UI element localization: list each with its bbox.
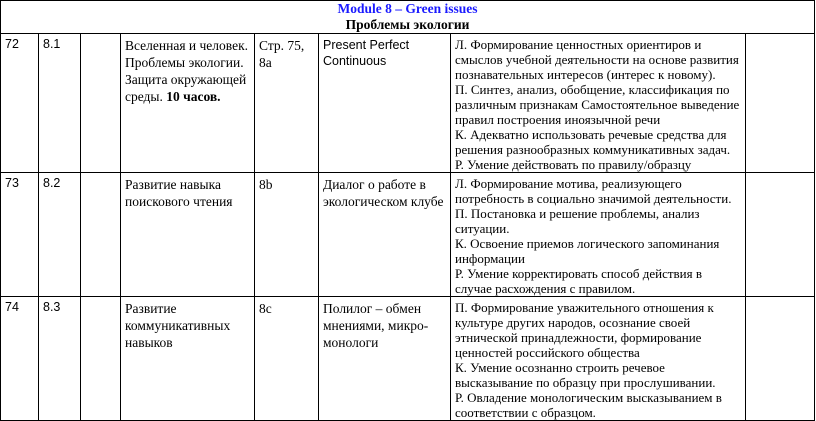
table-row bbox=[1, 34, 815, 173]
lesson-topic: Развитие коммуникативных навыков bbox=[121, 297, 255, 421]
section-number: 8.1 bbox=[39, 34, 81, 173]
section-number: 8.2 bbox=[39, 173, 81, 297]
learning-results bbox=[451, 173, 746, 297]
result-communicative: К. Освоение приемов логического запоминания информации bbox=[455, 236, 720, 266]
empty-cell bbox=[81, 173, 121, 297]
empty-cell bbox=[746, 34, 815, 173]
topic-text: Вселенная и человек. Проблемы экологии. Защита окружающей среды. bbox=[125, 38, 248, 104]
module-header-cell bbox=[1, 1, 815, 34]
grammar-topic: Present Perfect Continuous bbox=[319, 34, 451, 173]
result-regulatory: Р. Умение действовать по правилу/образцу bbox=[455, 157, 692, 172]
empty-cell bbox=[746, 173, 815, 297]
section-number: 8.3 bbox=[39, 297, 81, 421]
grammar-topic: Диалог о работе в экологическом клубе bbox=[319, 173, 451, 297]
result-personal: П. Формирование уважительного отношения к культуре других народов, осознание своей этнической принадлежности, формирование ценностей российского общества bbox=[455, 300, 714, 360]
result-regulatory: Р. Овладение монологическим высказыванием в соответствии с образцом. bbox=[455, 390, 722, 420]
empty-cell bbox=[81, 34, 121, 173]
result-communicative: К. Адекватно использовать речевые средства для решения разнообразных коммуникативных задач. bbox=[455, 127, 731, 157]
topic-title: Проблемы экологии bbox=[345, 17, 470, 32]
table-row bbox=[1, 173, 815, 297]
result-communicative: К. Умение осознанно строить речевое высказывание по образцу при прослушивании. bbox=[455, 360, 716, 390]
learning-results bbox=[451, 297, 746, 421]
topic-hours: 10 часов. bbox=[166, 89, 221, 104]
lesson-number: 74 bbox=[1, 297, 39, 421]
table-row bbox=[1, 297, 815, 421]
textbook-pages: 8c bbox=[255, 297, 319, 421]
learning-results bbox=[451, 34, 746, 173]
grammar-topic: Полилог – обмен мнениями, микро-монологи bbox=[319, 297, 451, 421]
module-header-row bbox=[1, 1, 815, 34]
empty-cell bbox=[746, 297, 815, 421]
result-cognitive: П. Постановка и решение проблемы, анализ ситуации. bbox=[455, 206, 700, 236]
result-personal: Л. Формирование ценностных ориентиров и смыслов учебной деятельности на основе развития познавательных интересов (интерес к новому). bbox=[455, 37, 739, 82]
textbook-pages: Стр. 75, 8а bbox=[255, 34, 319, 173]
lesson-topic bbox=[121, 34, 255, 173]
lesson-number: 73 bbox=[1, 173, 39, 297]
result-regulatory: Р. Умение корректировать способ действия в случае расхождения с правилом. bbox=[455, 266, 703, 296]
textbook-pages: 8b bbox=[255, 173, 319, 297]
result-personal: Л. Формирование мотива, реализующего потребность в социально значимой деятельности. bbox=[455, 176, 732, 206]
lesson-topic: Развитие навыка поискового чтения bbox=[121, 173, 255, 297]
result-cognitive: П. Синтез, анализ, обобщение, классификация по различным признакам Самостоятельное выведение правил построения иноязычной речи bbox=[455, 82, 740, 127]
empty-cell bbox=[81, 297, 121, 421]
lesson-number: 72 bbox=[1, 34, 39, 173]
module-title: Module 8 – Green issues bbox=[337, 1, 478, 16]
